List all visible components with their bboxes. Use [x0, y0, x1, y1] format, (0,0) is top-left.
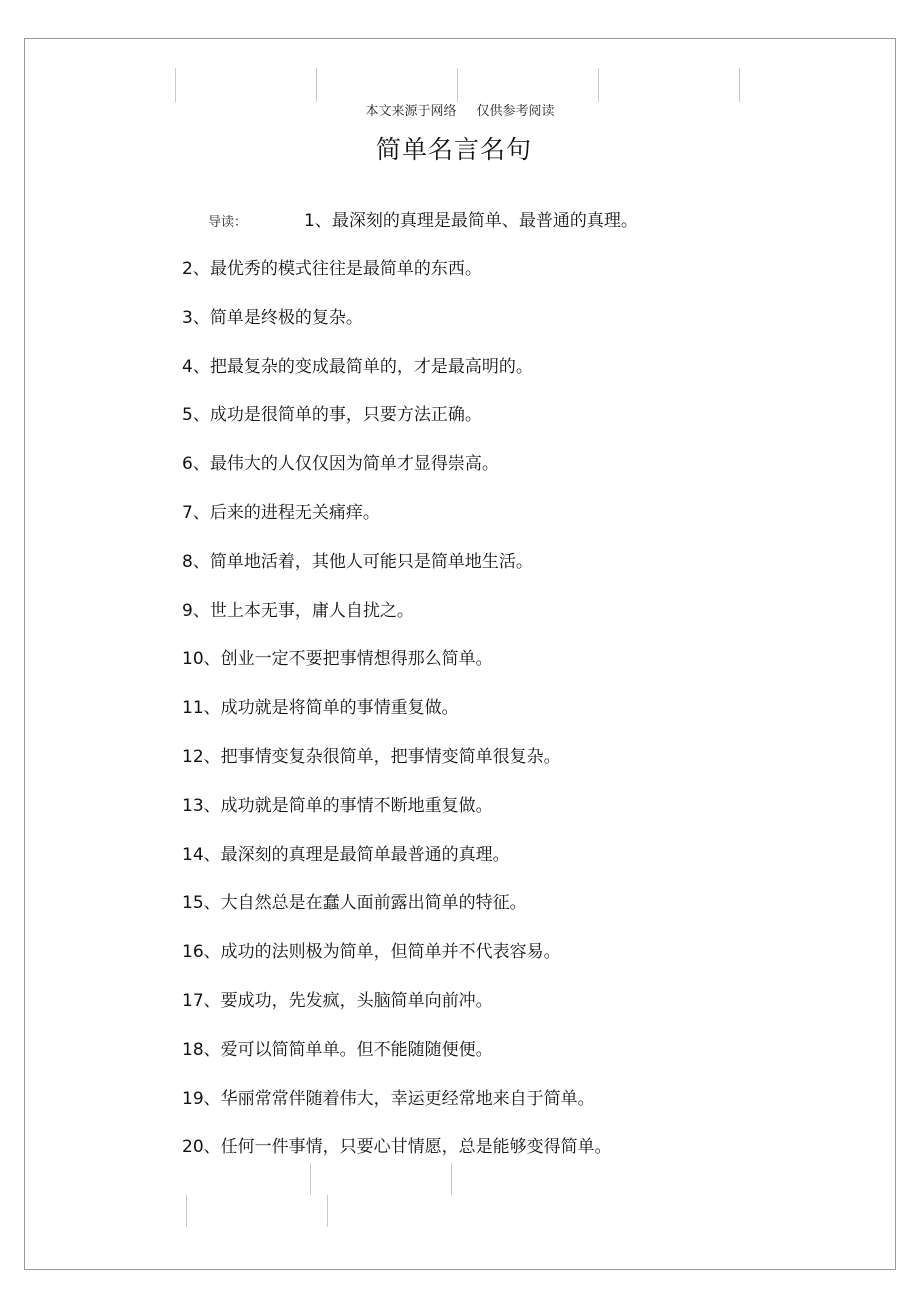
- quote-item: 9、世上本无事，庸人自扰之。: [182, 600, 414, 621]
- quote-item: 18、爱可以简简单单。但不能随随便便。: [182, 1039, 493, 1060]
- guide-line: [316, 68, 317, 102]
- guide-line: [175, 68, 176, 102]
- intro-label: 导读：: [208, 215, 248, 230]
- guide-line: [186, 1195, 187, 1227]
- quote-item: 4、把最复杂的变成最简单的，才是最高明的。: [182, 356, 533, 377]
- first-quote: 1、最深刻的真理是最简单、最普通的真理。: [304, 211, 638, 231]
- header-note: [0, 100, 920, 119]
- quote-list: [182, 256, 612, 1183]
- quote-item: 20、任何一件事情，只要心甘情愿，总是能够变得简单。: [182, 1137, 612, 1158]
- quote-item: 6、最伟大的人仅仅因为简单才显得崇高。: [182, 454, 499, 475]
- quote-item: 17、要成功，先发疯，头脑简单向前冲。: [182, 990, 493, 1011]
- quote-item: 15、大自然总是在蠢人面前露出简单的特征。: [182, 893, 527, 914]
- guide-line: [739, 68, 740, 102]
- quote-item: 19、华丽常常伴随着伟大，幸运更经常地来自于简单。: [182, 1088, 595, 1109]
- quote-item: 13、成功就是简单的事情不断地重复做。: [182, 795, 493, 816]
- intro-line: [208, 206, 638, 231]
- guide-line: [327, 1195, 328, 1227]
- quote-item: 8、简单地活着，其他人可能只是简单地生活。: [182, 551, 533, 572]
- quote-item: 14、最深刻的真理是最简单最普通的真理。: [182, 844, 510, 865]
- quote-item: 16、成功的法则极为简单，但简单并不代表容易。: [182, 942, 561, 963]
- guide-line: [598, 68, 599, 102]
- quote-item: 3、简单是终极的复杂。: [182, 307, 363, 328]
- source-note: 本文来源于网络: [365, 104, 457, 119]
- reference-note: 仅供参考阅读: [476, 104, 555, 119]
- quote-item: 12、把事情变复杂很简单，把事情变简单很复杂。: [182, 746, 561, 767]
- quote-item: 7、后来的进程无关痛痒。: [182, 502, 380, 523]
- page-title: 简单名言名句: [375, 135, 532, 164]
- quote-item: 11、成功就是将简单的事情重复做。: [182, 698, 459, 719]
- quote-item: 2、最优秀的模式往往是最简单的东西。: [182, 259, 482, 279]
- quote-item: 5、成功是很简单的事，只要方法正确。: [182, 405, 482, 426]
- quote-item: 10、创业一定不要把事情想得那么简单。: [182, 649, 493, 670]
- guide-line: [457, 68, 458, 102]
